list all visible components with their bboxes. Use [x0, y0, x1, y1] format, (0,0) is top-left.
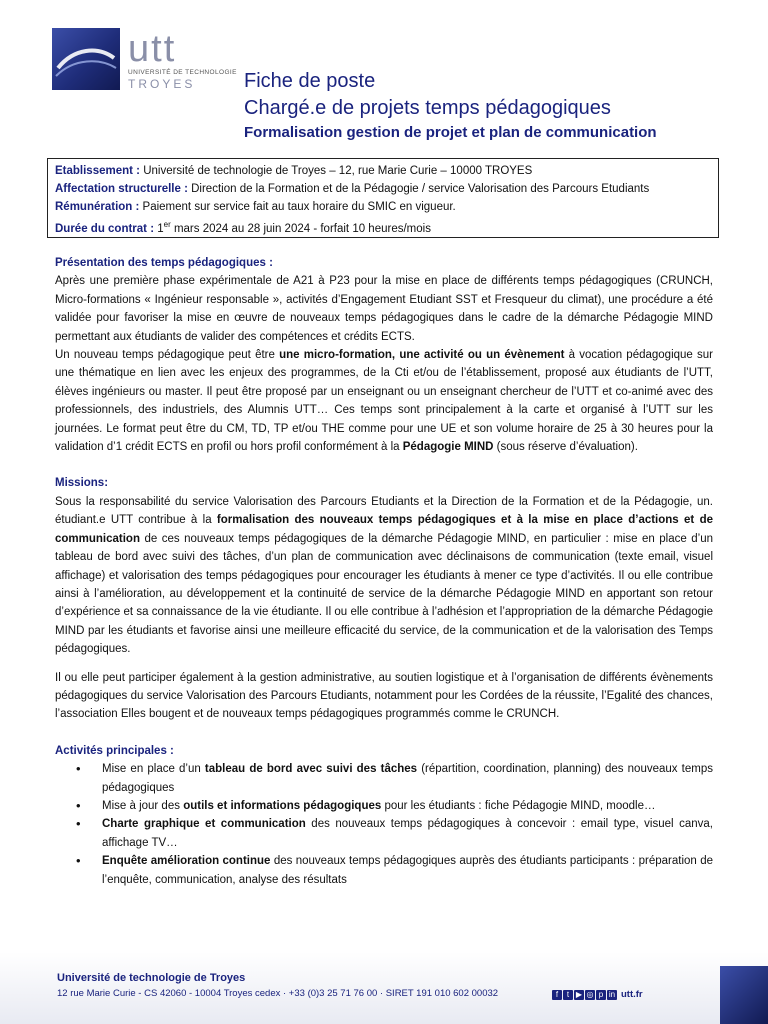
list-item [55, 852, 713, 889]
presentation-heading: Présentation des temps pédagogiques : [55, 257, 273, 269]
missions-p1-text-c: de ces nouveaux temps pédagogiques de la démarche Pédagogie MIND, en particulier : mise en place d’un tableau de bord avec suivi des tâches, d’un plan de communication avec déclinaisons de communication (texte email, visuel affichage) et valorisation des temps pédagogiques pour encourager les étudiants à mener ce type d’activités. Il ou elle contribue ainsi à l’amélioration, au développement et la continuité de service de la démarche Pédagogie MIND en apportant son retour d’expérience et sa connaissance de la vie étudiante. Il ou elle contribue à l’adhésion et l’appropriation de la démarche Pédagogie MIND par les étudiants et favorise ainsi une meilleure efficacité du service, de la communication et de la valorisation des Temps pédagogiques. [55, 532, 713, 656]
instagram-icon[interactable]: ◎ [586, 989, 594, 999]
activity-text: Mise en place d’un [102, 763, 205, 776]
presentation-p2-bold-formats: une micro-formation, une activité ou un évènement [279, 349, 565, 362]
info-duree-sup: er [163, 220, 171, 230]
logo-city: TROYES [128, 77, 196, 91]
linkedin-icon[interactable]: in [608, 989, 616, 999]
info-etablissement-label: Etablissement : [55, 165, 140, 177]
logo-swoosh-icon [52, 28, 120, 90]
activity-text: des nouveaux temps pédagogiques à concevoir : email type, visuel canva, affichage TV… [102, 818, 713, 849]
utt-logo [52, 28, 237, 94]
footer-address: 12 rue Marie Curie - CS 42060 - 10004 Troyes cedex · +33 (0)3 25 71 76 00 · SIRET 191 010 602 00032 [57, 988, 499, 999]
activity-bold: Enquête amélioration continue [102, 855, 271, 868]
presentation-paragraph-1: Après une première phase expérimentale de A21 à P23 pour la mise en place de différents temps pédagogiques (CRUNCH, Micro-formations « Ingénieur responsable », activités d’Engagement Etudiant SST et Fresqueur du climat), une procédure a été validée pour favoriser la mise en œuvre de nouveaux temps pédagogiques dans le cadre de la démarche Pédagogie MIND permettant aux étudiants de valider des compétences et crédits ECTS. [55, 275, 713, 343]
info-duree-value: mars 2024 au 28 juin 2024 - forfait 10 heures/mois [170, 223, 431, 236]
activities-list [55, 760, 713, 889]
info-duree [55, 216, 711, 239]
footer-website-link[interactable]: utt.fr [621, 989, 643, 1001]
footer-corner-decoration [720, 966, 768, 1024]
info-affectation-label: Affectation structurelle : [55, 182, 188, 195]
info-remuneration-label: Rémunération : [55, 200, 140, 213]
activity-bold: Charte graphique et communication [102, 818, 306, 831]
info-duree-day: 1 [154, 223, 164, 236]
logo-wordmark: utt [128, 28, 177, 70]
presentation-p2-bold-mind: Pédagogie MIND [402, 441, 494, 454]
footer-social-icons [552, 986, 643, 1004]
info-remuneration [55, 199, 711, 217]
activity-bold: tableau de bord avec suivi des tâches [204, 763, 418, 776]
logo-emblem [52, 28, 120, 90]
pinterest-icon[interactable]: p [596, 990, 606, 1000]
presentation-p2-text-c: à vocation pédagogique sur une thématique en lien avec les enjeux des programmes, de la Cti et/ou de l’établissement, proposé aux étudiants de l’UTT, élèves ingénieurs ou master. Il peut être proposé par un enseignant ou un enseignant chercheur de l’UTT et co-animé avec des professionnels, des industriels, des Alumnis UTT… Ces temps sont principalement à la carte et organisé à l’UTT sur les journées. Le format peut être du CM, TD, TP et/ou THE comme pour une UE et son volume horaire de 25 à 30 heures pour la validation d’1 crédit ECTS en profil ou hors profil conformément à la [55, 349, 713, 454]
missions-p1-bold: formalisation des nouveaux temps pédagogiques et à la mise en place d’actions et de communication [55, 514, 713, 545]
missions-paragraph-2: Il ou elle peut participer également à la gestion administrative, au soutien logistique et à l’organisation de différents évènements pédagogiques du service Valorisation des Parcours Etudiants, notamment pour les Cordées de la réussite, l’Egalité des chances, l’association Elles bougent et de nouveaux temps pédagogiques programmés comme le CRUNCH. [55, 671, 713, 721]
info-affectation-value: Direction de la Formation et de la Pédagogie / service Valorisation des Parcours Etudiants [187, 182, 650, 195]
activity-text: (répartition, coordination, planning) des nouveaux temps pédagogiques [102, 763, 713, 794]
logo-subtitle: UNIVERSITÉ DE TECHNOLOGIE [128, 69, 237, 76]
list-item [55, 797, 713, 815]
presentation-p2-text-a: Un nouveau temps pédagogique peut être [55, 349, 280, 362]
info-etablissement [55, 163, 711, 181]
activity-text: des nouveaux temps pédagogiques auprès des étudiants participants : préparation de l’enquête, communication, analyse des résultats [102, 855, 713, 886]
info-etablissement-value: Université de technologie de Troyes – 12, rue Marie Curie – 10000 TROYES [140, 165, 533, 177]
missions-p1-text-a: Sous la responsabilité du service Valorisation des Parcours Etudiants et la Direction de la Formation et de la Pédagogie, un. étudiant.e UTT contribue à la [55, 495, 713, 527]
info-affectation [55, 181, 711, 199]
activities-heading: Activités principales : [55, 744, 174, 757]
footer-university-name: Université de technologie de Troyes [57, 972, 246, 984]
title-fiche-de-poste: Fiche de poste [244, 70, 376, 92]
job-info-box [47, 158, 719, 238]
presentation-p2-text-e: (sous réserve d’évaluation). [493, 441, 638, 454]
activity-text: Mise à jour des [102, 799, 184, 812]
document-title-block [244, 68, 657, 144]
title-subtitle: Formalisation gestion de projet et plan de communication [244, 124, 657, 141]
presentation-paragraph-2 [55, 346, 713, 456]
document-body [55, 254, 713, 889]
info-remuneration-value: Paiement sur service fait au taux horaire du SMIC en vigueur. [139, 200, 456, 213]
activity-bold: outils et informations pédagogiques [183, 799, 382, 812]
missions-heading: Missions: [55, 477, 109, 490]
facebook-icon[interactable]: f [552, 990, 562, 1000]
twitter-icon[interactable]: t [563, 990, 573, 1000]
list-item [55, 815, 713, 852]
activity-text: pour les étudiants : fiche Pédagogie MIND, moodle… [381, 799, 656, 812]
missions-paragraph-1 [55, 493, 713, 659]
info-duree-label: Durée du contrat : [55, 223, 155, 236]
list-item [55, 760, 713, 797]
title-job-name: Chargé.e de projets temps pédagogiques [244, 97, 611, 119]
youtube-icon[interactable]: ▶ [575, 989, 583, 999]
